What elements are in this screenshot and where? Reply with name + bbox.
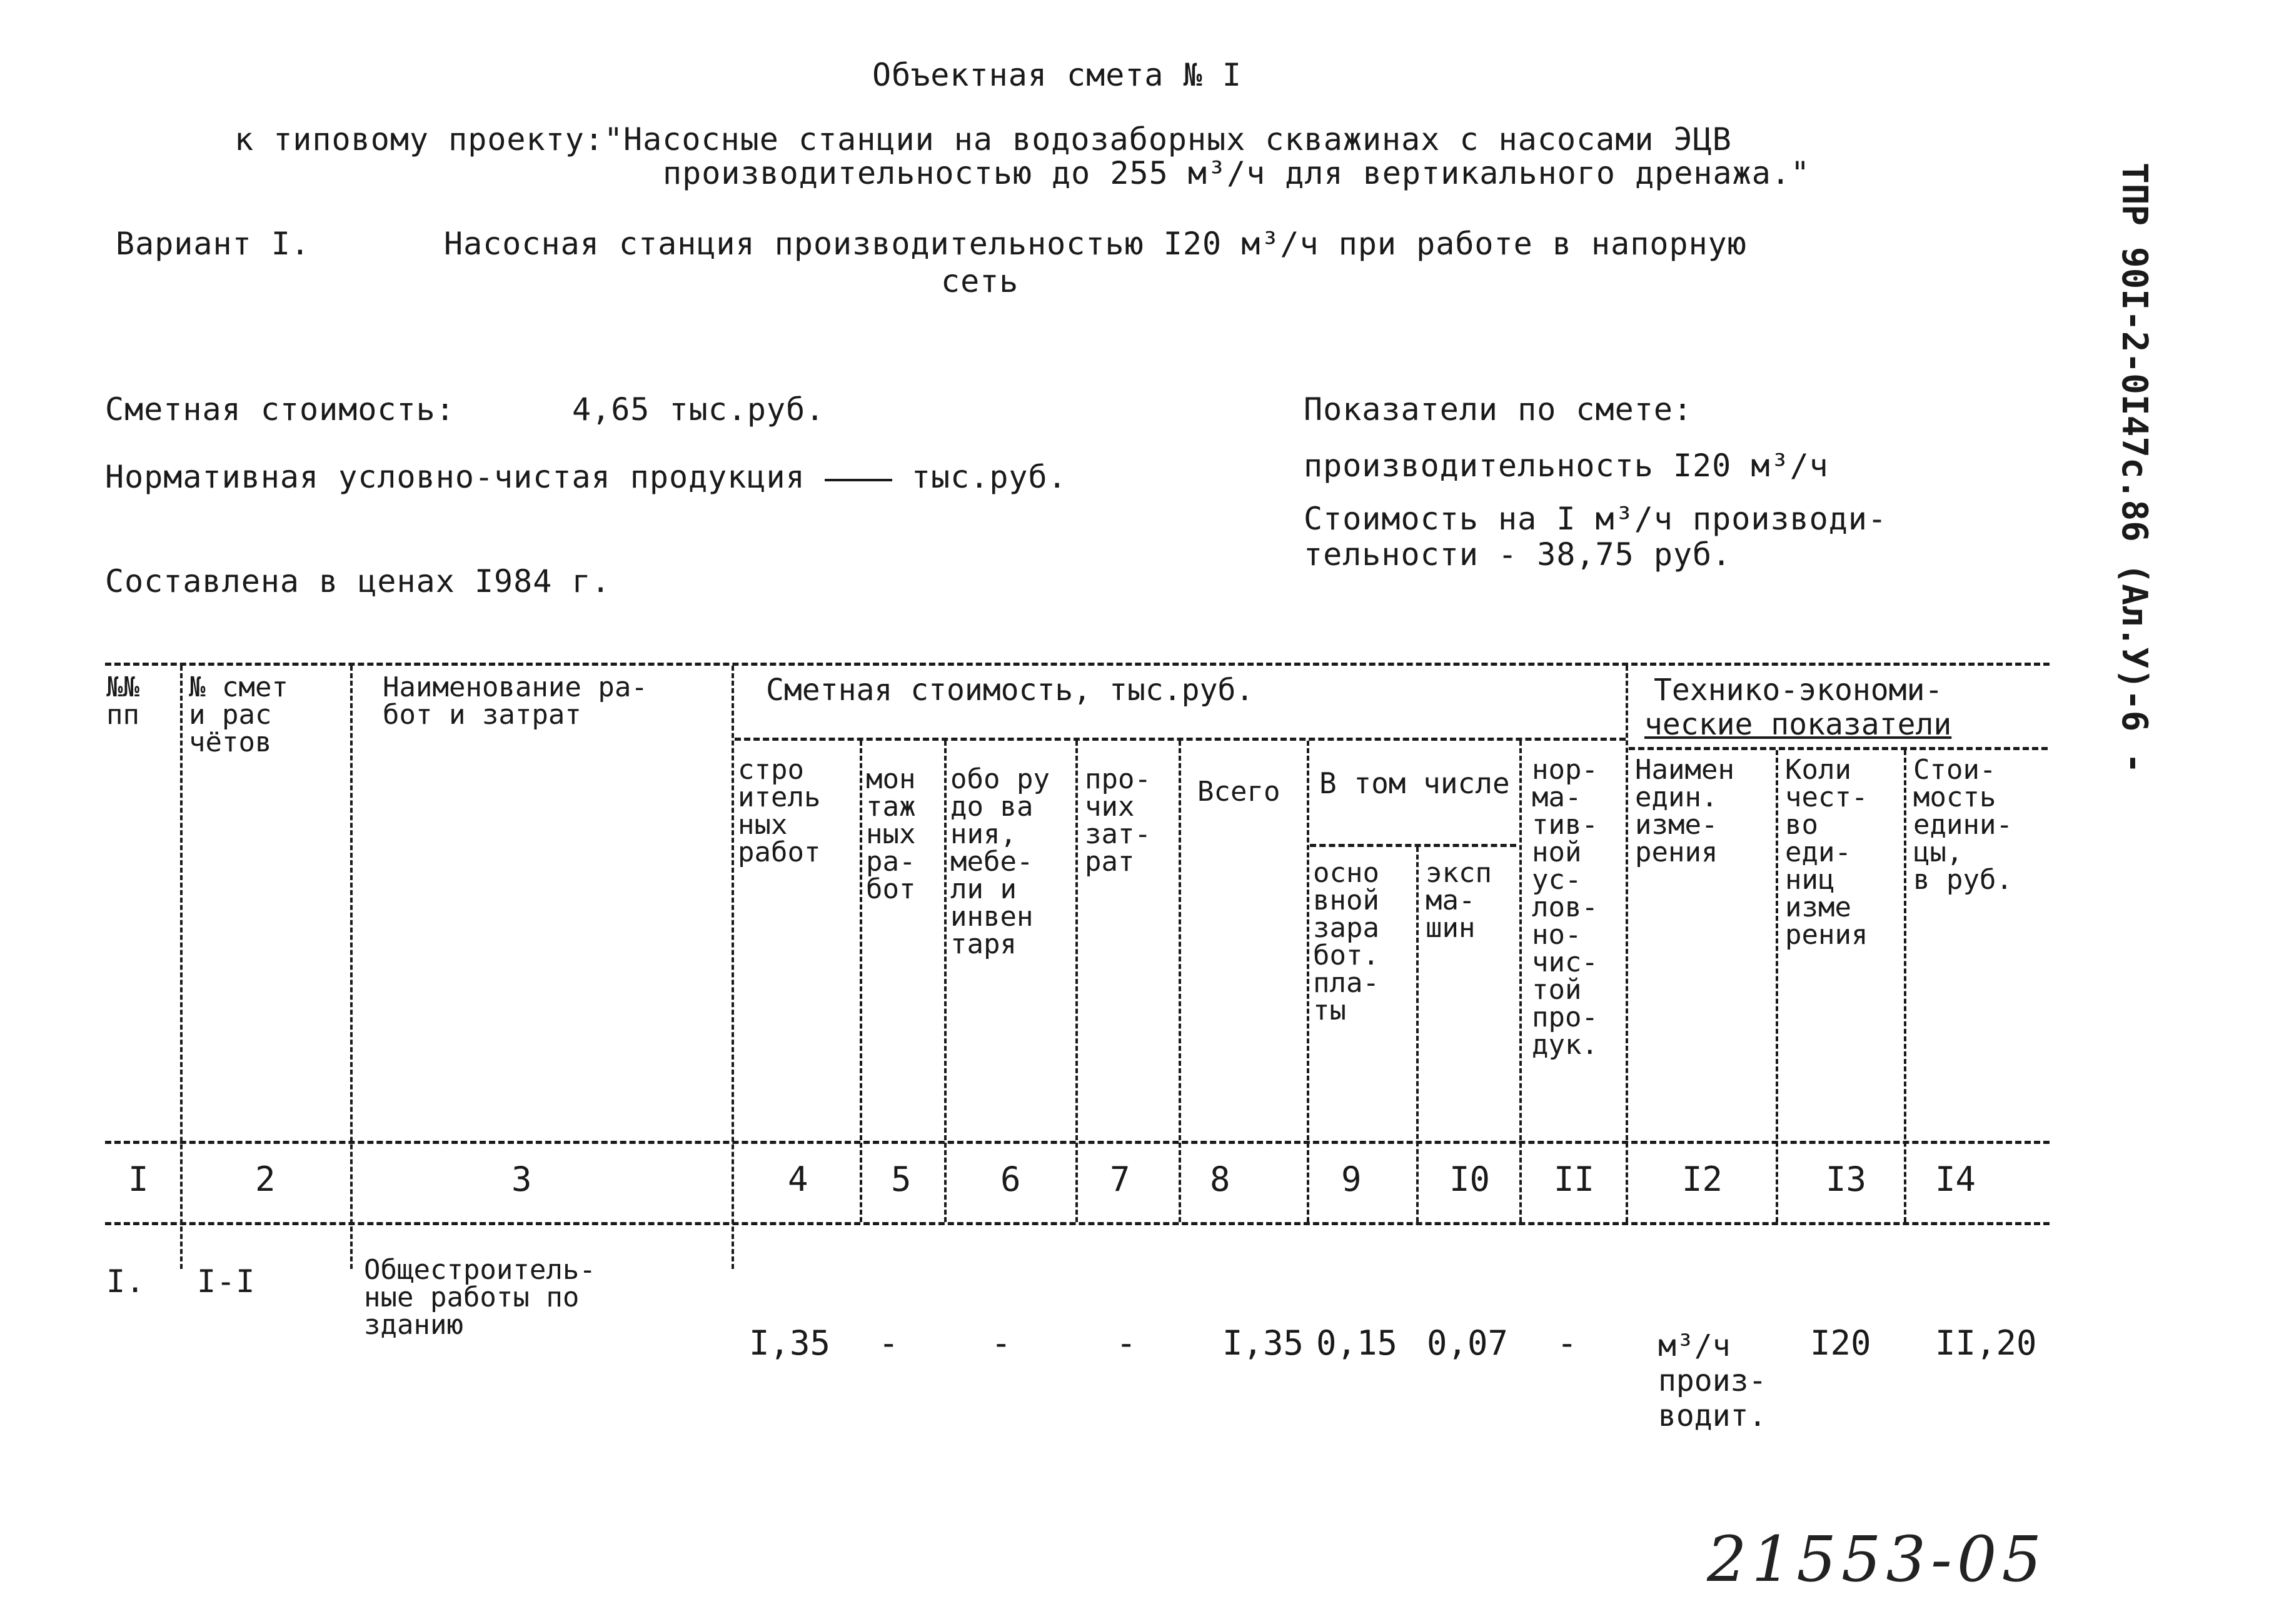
indicators-cost-line-1: Стоимость на I м³/ч производи- [1304, 501, 1888, 537]
col-divider [1075, 741, 1078, 1222]
col-divider [732, 666, 734, 1269]
group-tech-header-1: Технико-экономи- [1654, 673, 1943, 708]
col-header-construction: стро итель ных работ [738, 754, 821, 868]
col-divider [1179, 741, 1181, 1222]
col-header-normative: нор- ма- тив- ной ус- лов- но- чис- той про- дук. [1532, 754, 1598, 1061]
col-divider [1307, 741, 1309, 1222]
handwritten-number: 21553-05 [1707, 1523, 2047, 1596]
compiled-prices: Составлена в ценах I984 г. [105, 563, 611, 599]
table-top-rule [105, 663, 2050, 666]
normative-product [105, 461, 1067, 493]
col-divider [944, 741, 947, 1222]
project-line-1: к типовому проекту:"Насосные станции на водозаборных скважинах с насосами ЭЦВ [234, 121, 1732, 158]
col-divider [1904, 750, 1906, 1222]
row-unit: м³/ч произ- водит. [1658, 1328, 1767, 1433]
column-number: 5 [891, 1160, 912, 1199]
column-number: 8 [1210, 1160, 1230, 1199]
row-total: I,35 [1222, 1323, 1304, 1363]
row-wages: 0,15 [1316, 1323, 1398, 1363]
row-construction: I,35 [749, 1323, 831, 1363]
column-number: II [1554, 1160, 1595, 1199]
group-tech-header-2: ческие показатели [1644, 707, 1952, 742]
col-header-unit-cost: Стои- мость едини- цы, в руб. [1913, 754, 2013, 896]
indicators-productivity: производительность I20 м³/ч [1304, 448, 1829, 484]
variant-label: Вариант I. [116, 226, 311, 262]
group-cost-header: Сметная стоимость, тыс.руб. [766, 673, 1254, 708]
column-number: I [128, 1160, 149, 1199]
col-divider [860, 741, 862, 1222]
document-title: Объектная смета № I [872, 57, 1242, 93]
col-header-equipment: обо ру до ва ния, мебе- ли и инвен таря [950, 763, 1050, 960]
variant-text-2: сеть [941, 263, 1019, 299]
column-number: I4 [1935, 1160, 1976, 1199]
row-estimate: I-I [197, 1263, 256, 1300]
indicators-label: Показатели по смете: [1304, 391, 1693, 428]
column-number: I2 [1682, 1160, 1723, 1199]
estimated-cost-label: Сметная стоимость: [105, 391, 455, 428]
column-number: 9 [1341, 1160, 1362, 1199]
row-other: - [1116, 1323, 1137, 1363]
col-header-other: про- чих зат- рат [1085, 763, 1151, 878]
column-number: 3 [511, 1160, 532, 1199]
col-divider [1416, 847, 1419, 1222]
row-no: I. [106, 1263, 146, 1300]
col-header-name: Наименование ра- бот и затрат [383, 671, 648, 731]
subgroup-incl-header: В том числе [1319, 766, 1510, 800]
column-number: 2 [255, 1160, 276, 1199]
col-divider [1776, 750, 1778, 1222]
col-divider [350, 666, 353, 1269]
normative-label: Нормативная условно-чистая продукция [105, 459, 805, 495]
row-normative: - [1557, 1323, 1577, 1363]
col-header-wages: осно вной зара бот. пла- ты [1313, 857, 1379, 1026]
column-number: I0 [1449, 1160, 1491, 1199]
row-name: Общестроитель- ные работы по зданию [364, 1254, 596, 1341]
row-quantity: I20 [1810, 1323, 1871, 1363]
col-header-unit: Наимен един. изме- рения [1635, 754, 1734, 868]
project-line-2: производительностью до 255 м³/ч для вертикального дренажа." [663, 155, 1811, 191]
numbers-bottom-rule [105, 1222, 2050, 1225]
row-installation: - [878, 1323, 899, 1363]
col-header-total: Всего [1197, 776, 1280, 808]
col-divider [1519, 741, 1522, 1222]
col-divider [180, 666, 183, 1269]
col-header-installation: мон таж ных ра- бот [866, 763, 916, 905]
side-document-code: ТПР 90I-2-0I47с.86 (Ал.У)-6 - [2114, 163, 2155, 774]
col-header-machines: эксп ма- шин [1426, 857, 1492, 944]
row-equipment: - [991, 1323, 1012, 1363]
estimated-cost-value: 4,65 тыс.руб. [572, 391, 825, 428]
column-number: 7 [1110, 1160, 1130, 1199]
col-header-no: №№ пп [106, 671, 139, 731]
normative-unit: тыс.руб. [911, 459, 1067, 495]
column-number: 4 [788, 1160, 808, 1199]
tech-subheader-rule [1629, 747, 2048, 750]
row-unit-cost: II,20 [1935, 1323, 2037, 1363]
col-header-estimate: № смет и рас чётов [189, 671, 288, 758]
indicators-cost-line-2: тельности - 38,75 руб. [1304, 536, 1732, 573]
variant-text-1: Насосная станция производительностью I20 м³/ч при работе в напорную [444, 226, 1747, 262]
col-divider [1626, 666, 1628, 1222]
column-number: I3 [1826, 1160, 1867, 1199]
row-machines: 0,07 [1427, 1323, 1509, 1363]
column-number: 6 [1000, 1160, 1021, 1199]
col-header-quantity: Коли чест- во еди- ниц изме рения [1785, 754, 1868, 951]
normative-blank-line [825, 476, 892, 481]
incl-subheader-rule [1310, 844, 1516, 847]
